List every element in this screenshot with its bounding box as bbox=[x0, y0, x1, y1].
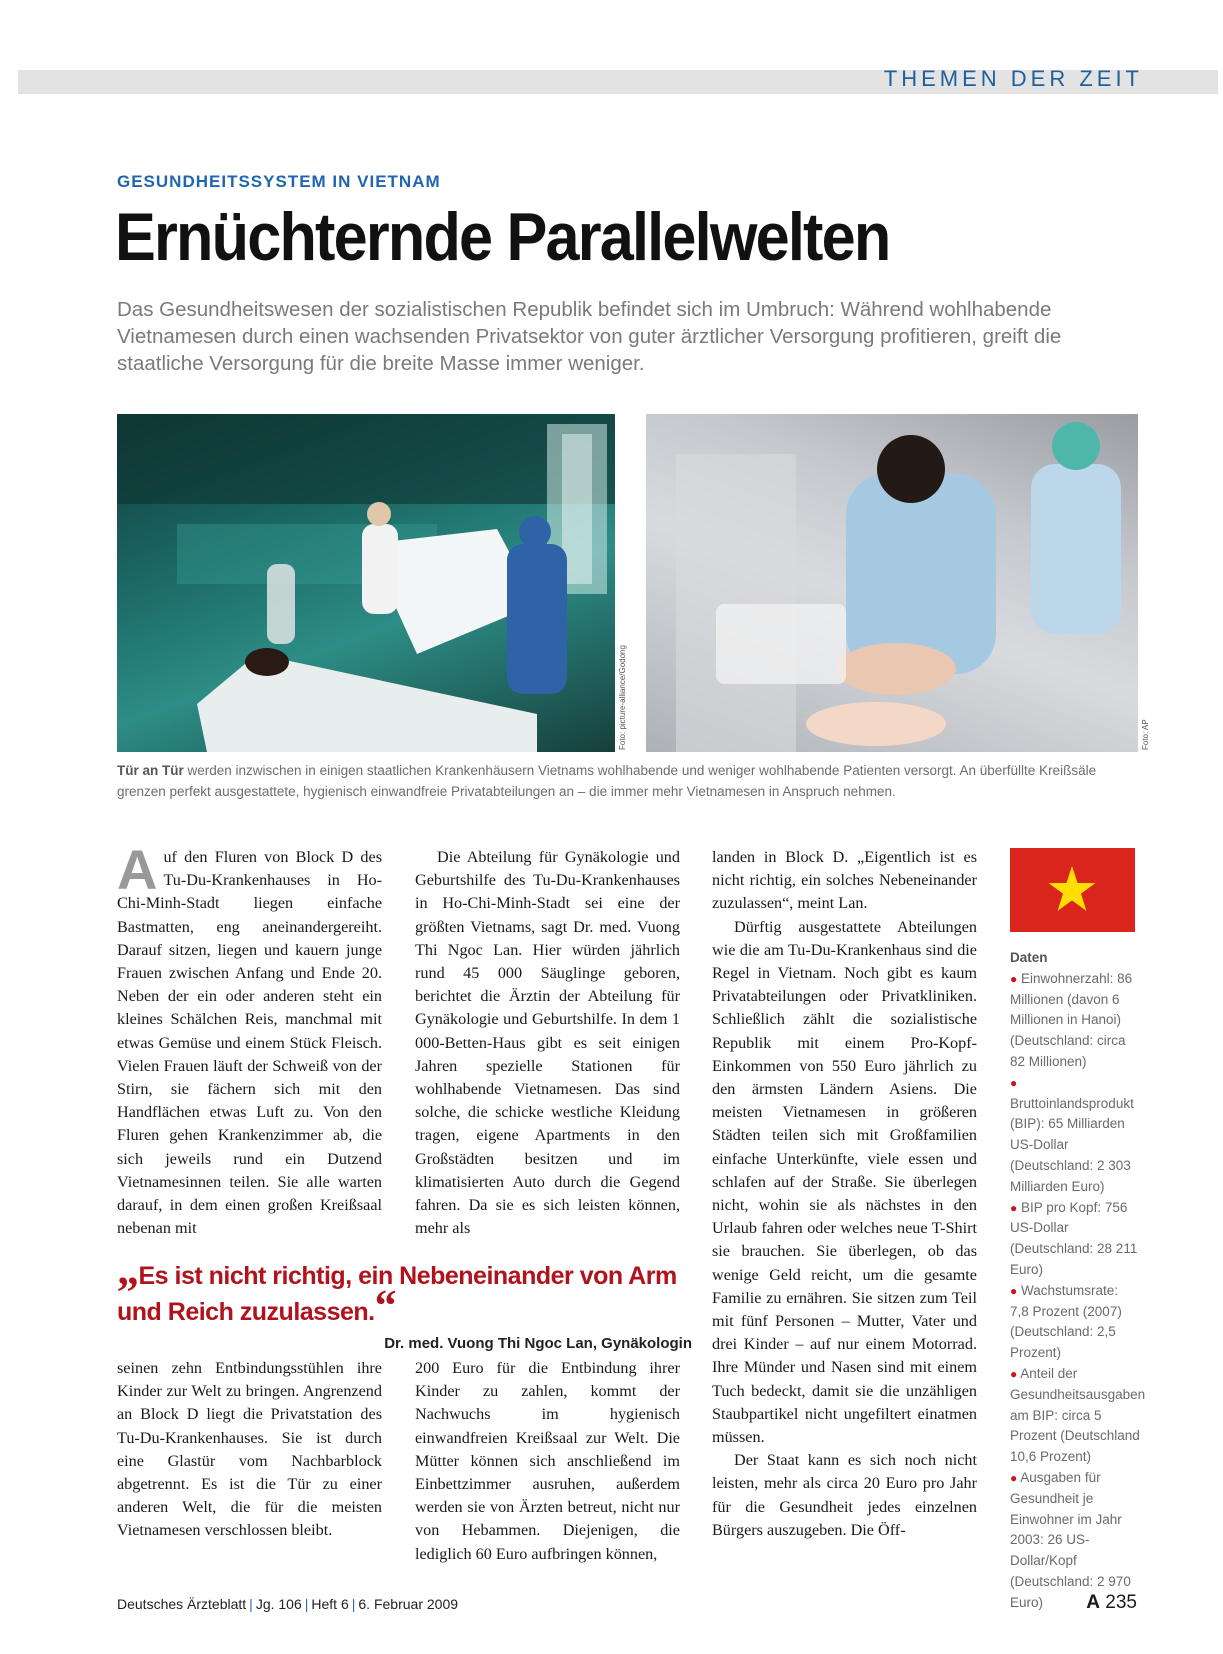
bullet-icon: ● bbox=[1010, 1200, 1018, 1215]
flag-star-icon bbox=[1048, 866, 1096, 912]
paragraph-2-continued: 200 Euro für die Entbindung ihrer Kinder zu zahlen, kommt der Nachwuchs im hygienisch einwandfreien Kreißsaal zur Welt. Die Mütter können sich anschließend im Einbettzimmer ausruhen, außerdem werden sie von Ärzten betreut, nicht nur von Hebammen. Diejenigen, die lediglich 60 Euro aufbringen können, bbox=[415, 1359, 680, 1563]
maternity-ward-photo bbox=[646, 414, 1138, 752]
article-kicker: GESUNDHEITSSYSTEM IN VIETNAM bbox=[117, 172, 441, 191]
hospital-corridor-photo bbox=[117, 414, 615, 752]
photo-credit-right: Foto: AP bbox=[1141, 719, 1150, 750]
fact-box-title: Daten bbox=[1010, 950, 1048, 965]
pull-quote bbox=[117, 1245, 692, 1352]
bullet-icon: ● bbox=[1010, 1075, 1018, 1090]
body-column-1-bottom bbox=[117, 1357, 382, 1543]
footer-separator: | bbox=[351, 1596, 356, 1612]
paragraph-1-continued: seinen zehn Entbindungsstühlen ihre Kinder zur Welt zu bringen. Angrenzend an Block D liegt die Privatstation des Tu-Du-Krankenhauses. Sie ist durch eine Glastür vom Nachbarblock abgetrennt. Es ist die Tür zu einer anderen Welt, die für die meisten Vietnamesen verschlossen bleibt. bbox=[117, 1359, 382, 1540]
bullet-icon: ● bbox=[1010, 1470, 1018, 1485]
hospital-corridor-illustration bbox=[117, 414, 615, 752]
body-column-2-top bbox=[415, 846, 680, 1240]
quote-close-mark: “ bbox=[374, 1281, 397, 1330]
article-lead: Das Gesundheitswesen der sozialistischen Republik befindet sich im Umbruch: Während wohlhabende Vietnamesen durch einen wachsenden Privatsektor von guter ärztlicher Versorgung profitieren, greift die staatliche Versorgung für die breite Masse immer weniger. bbox=[117, 298, 1062, 375]
caption-lead: Tür an Tür bbox=[117, 763, 184, 778]
quote-text: Es ist nicht richtig, ein Nebeneinander von Arm und Reich zuzulassen. bbox=[117, 1262, 677, 1326]
fact-item: ● Anteil der Gesundheitsausgaben am BIP: circa 5 Prozent (Deutschland 10,6 Prozent) bbox=[1010, 1365, 1146, 1465]
article-title: Ernüchternde Parallelwelten bbox=[115, 199, 890, 275]
fact-box bbox=[1010, 948, 1146, 1614]
photo-credit-left: Foto: picture-alliance/Godong bbox=[618, 645, 627, 750]
footer-separator: | bbox=[249, 1596, 253, 1612]
body-column-1-top bbox=[117, 838, 382, 1240]
page-footer bbox=[117, 1596, 458, 1612]
vietnam-flag bbox=[1010, 848, 1135, 932]
page-prefix: A bbox=[1086, 1592, 1101, 1613]
paragraph-1: uf den Fluren von Block D des Tu-Du-Krankenhauses in Ho-Chi-Minh-Stadt liegen einfache Bastmatten, eng aneinandergereiht. Darauf sitzen, liegen und kauern junge Frauen zwischen Anfang und Ende 20. Neben der ein oder anderen steht ein kleines Schälchen Reis, manchmal mit etwas Gemüse und einem Stück Fleisch. Vielen Frauen läuft der Schweiß von der Stirn, sie fächern sich mit den Handflächen etwas Luft zu. Von den Fluren gehen Krankenzimmer ab, die sich jeweils rund ein Dutzend Vietnamesinnen teilen. Sie alle warten darauf, in dem einen großen Kreißsaal nebenan mit bbox=[117, 848, 382, 1238]
journal-issue: Heft 6 bbox=[311, 1596, 349, 1612]
bullet-icon: ● bbox=[1010, 971, 1018, 986]
quote-open-mark: „ bbox=[117, 1245, 139, 1294]
section-label: THEMEN DER ZEIT bbox=[883, 66, 1143, 91]
fact-item: ● Bruttoinlandsprodukt (BIP): 65 Milliarden US-Dollar (Deutschland: 2 303 Milliarden Euro) bbox=[1010, 1075, 1134, 1194]
caption-text: werden inzwischen in einigen staatlichen Krankenhäusern Vietnams wohlhabende und weniger wohlhabende Patienten versorgt. An überfüllte Kreißsäle grenzen perfekt ausgestattete, hygienisch einwandfreie Privatabteilungen an – die immer mehr Vietnamesen in Anspruch nehmen. bbox=[117, 763, 1097, 799]
page-number bbox=[1086, 1592, 1137, 1614]
journal-name: Deutsches Ärzteblatt bbox=[117, 1596, 247, 1612]
page-number-value: 235 bbox=[1105, 1592, 1137, 1613]
maternity-ward-illustration bbox=[646, 414, 1138, 752]
photo-caption bbox=[117, 760, 1137, 802]
quote-author: Dr. med. Vuong Thi Ngoc Lan, Gynäkologin bbox=[384, 1335, 692, 1352]
journal-volume: Jg. 106 bbox=[255, 1596, 302, 1612]
issue-date: 6. Februar 2009 bbox=[358, 1596, 459, 1612]
bullet-icon: ● bbox=[1010, 1283, 1018, 1298]
paragraph-5: Der Staat kann es sich noch nicht leisten, mehr als circa 20 Euro pro Jahr für die Gesundheit jedes einzelnen Bürgers auszugeben. Die Öff- bbox=[712, 1451, 977, 1539]
paragraph-3: landen in Block D. „Eigentlich ist es nicht richtig, ein solches Nebeneinander zuzulassen“, meint Lan. bbox=[712, 848, 977, 913]
fact-item: ● Wachstumsrate: 7,8 Prozent (2007) (Deutschland: 2,5 Prozent) bbox=[1010, 1282, 1122, 1361]
paragraph-2: Die Abteilung für Gynäkologie und Geburtshilfe des Tu-Du-Krankenhauses in Ho-Chi-Minh-Stadt sei eine der größten Vietnams, sagt Dr. med. Vuong Thi Ngoc Lan. Hier würden jährlich rund 45 000 Säuglinge geboren, berichtet die Ärztin der Abteilung für Gynäkologie und Geburtshilfe. In dem 1 000-Betten-Haus gibt es seit einigen Jahren spezielle Stationen für wohlhabende Vietnamesen. Das sind solche, die schicke westliche Kleidung tragen, eigene Apartments in den Großstädten besitzen und im klimatisierten Auto durch die Gegend fahren. Da sie es sich leisten können, mehr als bbox=[415, 848, 680, 1238]
footer-separator: | bbox=[304, 1596, 309, 1612]
bullet-icon: ● bbox=[1010, 1366, 1018, 1381]
body-column-3 bbox=[712, 846, 977, 1542]
fact-item: ● Einwohnerzahl: 86 Millionen (davon 6 Millionen in Hanoi) (Deutschland: circa 82 Millionen) bbox=[1010, 970, 1133, 1069]
drop-cap: A bbox=[117, 838, 158, 901]
fact-item: ● Ausgaben für Gesundheit je Einwohner im Jahr 2003: 26 US-Dollar/Kopf (Deutschland: 2 970 Euro) bbox=[1010, 1469, 1131, 1610]
fact-item: ● BIP pro Kopf: 756 US-Dollar (Deutschland: 28 211 Euro) bbox=[1010, 1199, 1138, 1277]
paragraph-4: Dürftig ausgestattete Abteilungen wie die am Tu-Du-Krankenhaus sind die Regel in Vietnam. Noch gibt es kaum Privatabteilungen oder Privatkliniken. Schließlich zählt die sozialistische Republik mit einem Pro-Kopf-Einkommen von 550 Euro jährlich zu den ärmsten Ländern Asiens. Die meisten Vietnamesen in größeren Städten teilen sich mit Großfamilien einfache Unterkünfte, viele essen und schlafen auf der Straße. Sie überlegen nicht, wohin sie als nächstes in den Urlaub fahren oder welches neue T-Shirt sie brauchen. Sie überlegen, ob das wenige Geld reicht, um die gesamte Familie zu ernähren. Sie sitzen zum Teil mit fünf Personen – Mutter, Vater und drei Kinder – auf nur einem Motorrad. Ihre Münder und Nasen sind mit einem Tuch bedeckt, damit sie die unzähligen Staubpartikel nicht ungefiltert einatmen müssen. bbox=[712, 917, 977, 1447]
body-column-2-bottom bbox=[415, 1357, 680, 1566]
